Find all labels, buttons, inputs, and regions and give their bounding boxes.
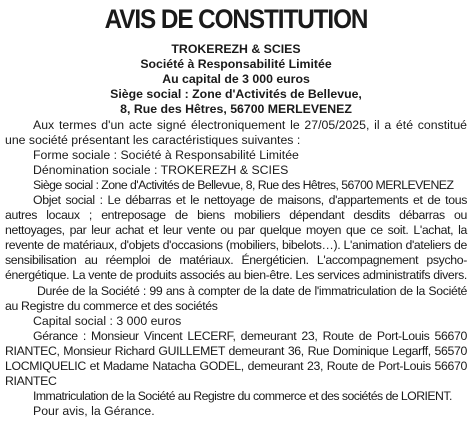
company-capital: Au capital de 3 000 euros bbox=[162, 72, 310, 86]
company-header bbox=[5, 42, 467, 117]
registered-office: Siège social : Zone d'Activités de Bellevue, 8, Rue des Hêtres, 56700 MERLEVENEZ bbox=[33, 178, 454, 193]
company-denomination: Dénomination sociale : TROKEREZH & SCIES bbox=[33, 163, 289, 178]
company-name: TROKEREZH & SCIES bbox=[171, 42, 301, 56]
registration: Immatriculation de la Société au Registre du commerce et des sociétés de LORIENT. bbox=[33, 388, 452, 403]
company-form: Société à Responsabilité Limitée bbox=[140, 57, 332, 71]
company-duration: Durée de la Société : 99 ans à compter de la date de l'immatriculation de la Société au Registre du commerce et des sociétés bbox=[5, 283, 467, 313]
company-seat-line2: 8, Rue des Hêtres, 56700 MERLEVENEZ bbox=[120, 102, 352, 116]
share-capital: Capital social : 3 000 euros bbox=[33, 313, 182, 328]
notice-title: AVIS DE CONSTITUTION bbox=[104, 4, 368, 34]
notice-body bbox=[5, 118, 467, 419]
company-seat-line1: Siège social : Zone d'Activités de Bellevue, bbox=[110, 87, 362, 101]
business-purpose: Objet social : Le débarras et le nettoyage de maisons, d'appartements et de tous autres locaux ; entreposage de biens mobiliers dépendant desdits débarras ou nettoyages, par leur achat et leur vente ou par quelque moyen que ce soit. L'achat, la revente de matériaux, d'objets d'occasions (mobiliers, bibelots…). L'animation d'ateliers de sensibilisation au réemploi de matériaux. Énergéticien. L'accompagnement psycho-énergétique. La vente de produits associés au bien-être. Les services administratifs divers. bbox=[5, 193, 467, 283]
signature: Pour avis, la Gérance. bbox=[33, 403, 155, 418]
management: Gérance : Monsieur Vincent LECERF, demeurant 23, Route de Port-Louis 56670 RIANTEC, Monsieur Richard GUILLEMET demeurant 36, Rue Dominique Legarff, 56570 LOCMIQUELIC et Madame Natacha GODEL, demeurant 23, Route de Port-Louis 56670 RIANTEC bbox=[5, 328, 467, 388]
intro-paragraph: Aux termes d'un acte signé électroniquement le 27/05/2025, il a été constitué une société présentant les caractéristiques suivantes : bbox=[5, 118, 467, 148]
legal-form: Forme sociale : Société à Responsabilité Limitée bbox=[33, 148, 299, 163]
